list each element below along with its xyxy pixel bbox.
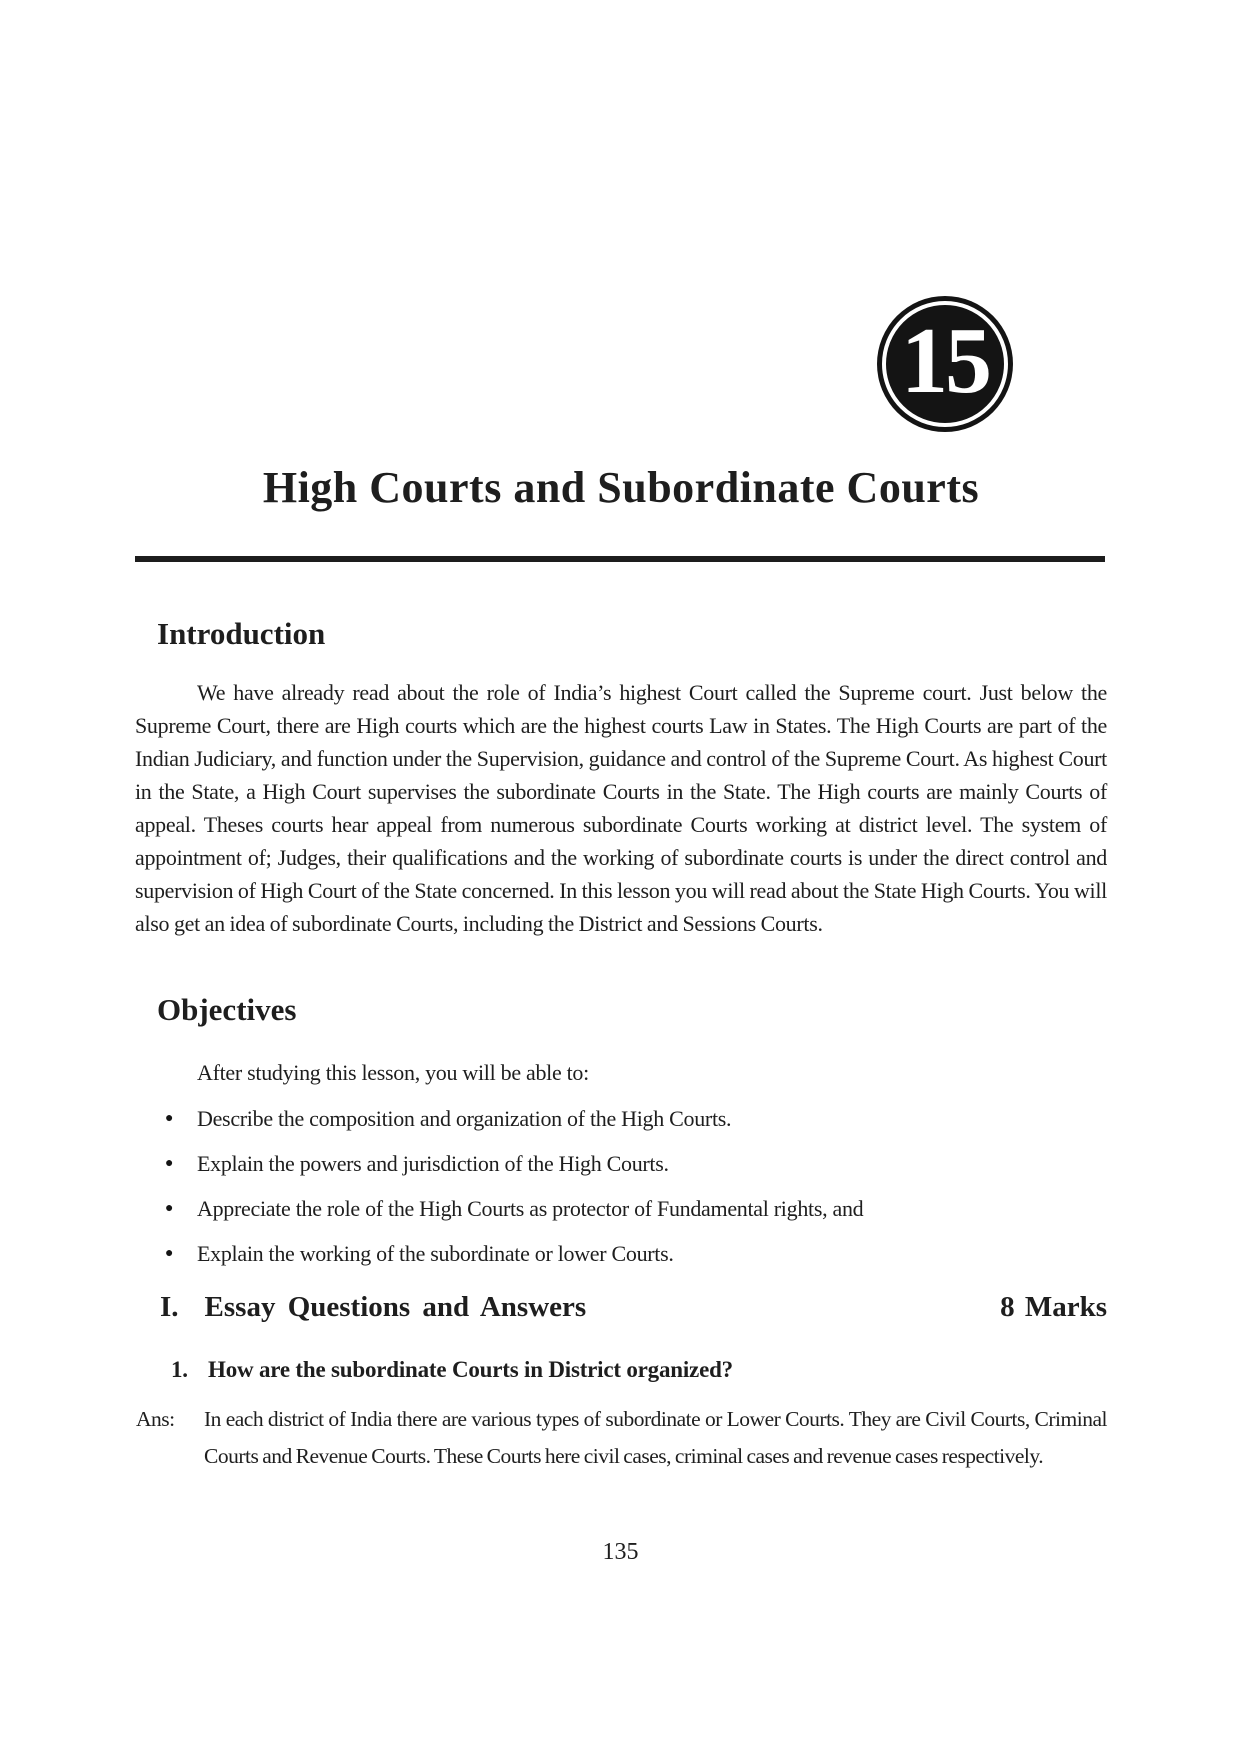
bullet-icon: ● [165, 1111, 174, 1126]
question-number: 1. [171, 1357, 188, 1382]
question-row [171, 1353, 1107, 1387]
objectives-lead-text: After studying this lesson, you will be able to: [197, 1060, 589, 1085]
objective-text: Explain the powers and jurisdiction of the High Courts. [197, 1151, 669, 1176]
introduction-paragraph: We have already read about the role of India’s highest Court called the Supreme court. Just below the Supreme Court, there are High courts which are the highest courts Law in States. The High Courts are part of the Indian Judiciary, and function under the Supervision, guidance and control of the Supreme Court. As highest Court in the State, a High Court supervises the subordinate Courts in the State. The High courts are mainly Courts of appeal. Theses courts hear appeal from numerous subordinate Courts working at district level. The system of appointment of; Judges, their qualifications and the working of subordinate courts is under the direct control and supervision of High Court of the State concerned. In this lesson you will read about the State High Courts. You will also get an idea of subordinate Courts, including the District and Sessions Courts. [135, 680, 1107, 936]
answer-label: Ans: [136, 1407, 175, 1431]
bullet-icon: ● [165, 1246, 174, 1261]
essay-section-numeral: I. [160, 1291, 179, 1323]
essay-marks-badge: 8 Marks [1000, 1291, 1107, 1323]
chapter-title: High Courts and Subordinate Courts [262, 463, 980, 512]
objective-item [165, 1192, 1105, 1225]
chapter-number-badge [877, 296, 1013, 432]
objectives-list [165, 1102, 1105, 1282]
objective-item [165, 1237, 1105, 1270]
answer-text: In each district of India there are various types of subordinate or Lower Courts. They are Civil Courts, Criminal Courts and Revenue Courts. These Courts here civil cases, criminal cases and revenue cases respectively. [204, 1407, 1107, 1468]
objective-item [165, 1147, 1105, 1180]
objective-text: Describe the composition and organization of the High Courts. [197, 1106, 732, 1131]
essay-section-heading [160, 1287, 1107, 1327]
essay-section-title: Essay Questions and Answers [204, 1291, 587, 1323]
introduction-heading: Introduction [157, 616, 326, 651]
page-number: 135 [602, 1539, 639, 1565]
bullet-icon: ● [165, 1201, 174, 1216]
objective-text: Explain the working of the subordinate or lower Courts. [197, 1241, 674, 1266]
objective-item [165, 1102, 1105, 1135]
title-divider-rule [135, 556, 1105, 562]
answer-row [136, 1401, 1107, 1475]
objectives-heading: Objectives [157, 992, 297, 1027]
bullet-icon: ● [165, 1156, 174, 1171]
objective-text: Appreciate the role of the High Courts as protector of Fundamental rights, and [197, 1196, 864, 1221]
question-text: How are the subordinate Courts in District organized? [208, 1357, 733, 1382]
chapter-number: 15 [901, 309, 989, 413]
